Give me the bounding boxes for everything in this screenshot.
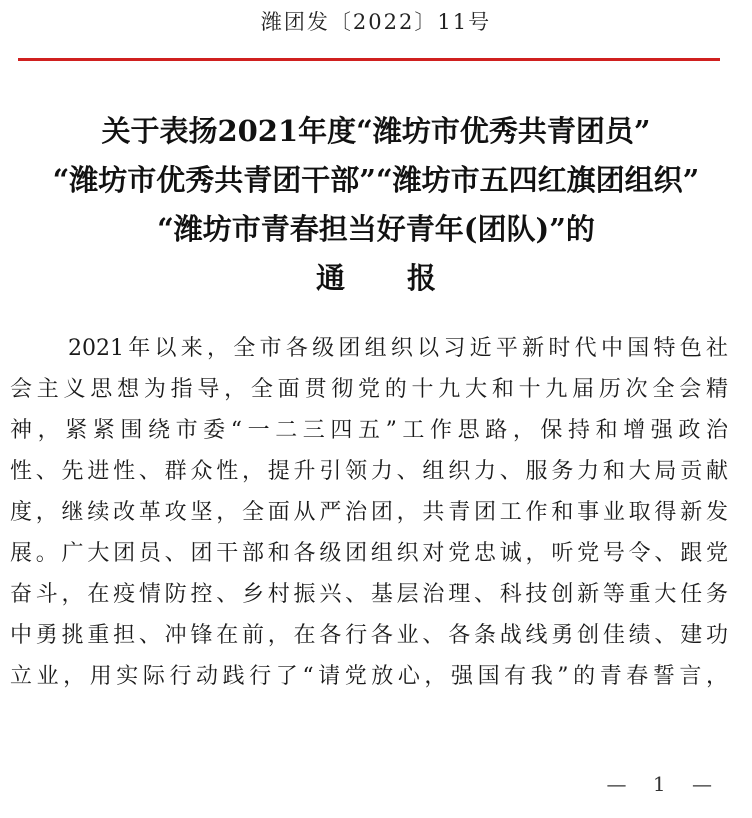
body-paragraph	[10, 328, 728, 697]
title-line-4: 通报	[315, 261, 498, 295]
body-line-9: 立业，用实际行动践行了“请党放心，强国有我”的青春誓言，	[10, 664, 728, 689]
red-header-rule	[18, 58, 720, 61]
body-line-4: 性、先进性、群众性，提升引领力、组织力、服务力和大局贡献	[10, 459, 728, 484]
document-title	[0, 107, 752, 303]
page-number: — 1 —	[606, 772, 722, 796]
body-line-2: 会主义思想为指导，全面贯彻党的十九大和十九届历次全会精	[10, 377, 728, 402]
body-line-6: 展。广大团员、团干部和各级团组织对党忠诚，听党号令、跟党	[10, 541, 728, 566]
document-number: 潍团发〔2022〕11号	[260, 10, 492, 34]
body-line-3: 神，紧紧围绕市委“一二三四五”工作思路，保持和增强政治	[10, 418, 728, 443]
body-line-8: 中勇挑重担、冲锋在前，在各行各业、各条战线勇创佳绩、建功	[10, 623, 728, 648]
body-line-5: 度，继续改革攻坚，全面从严治团，共青团工作和事业取得新发	[10, 500, 728, 525]
body-line-1: 2021年以来，全市各级团组织以习近平新时代中国特色社	[68, 336, 728, 361]
title-line-1: 关于表扬2021年度“潍坊市优秀共青团员”	[101, 114, 651, 148]
title-line-2: “潍坊市优秀共青团干部”“潍坊市五四红旗团组织”	[52, 163, 700, 197]
title-line-3: “潍坊市青春担当好青年(团队)”的	[157, 212, 595, 246]
body-line-7: 奋斗，在疫情防控、乡村振兴、基层治理、科技创新等重大任务	[10, 582, 728, 607]
